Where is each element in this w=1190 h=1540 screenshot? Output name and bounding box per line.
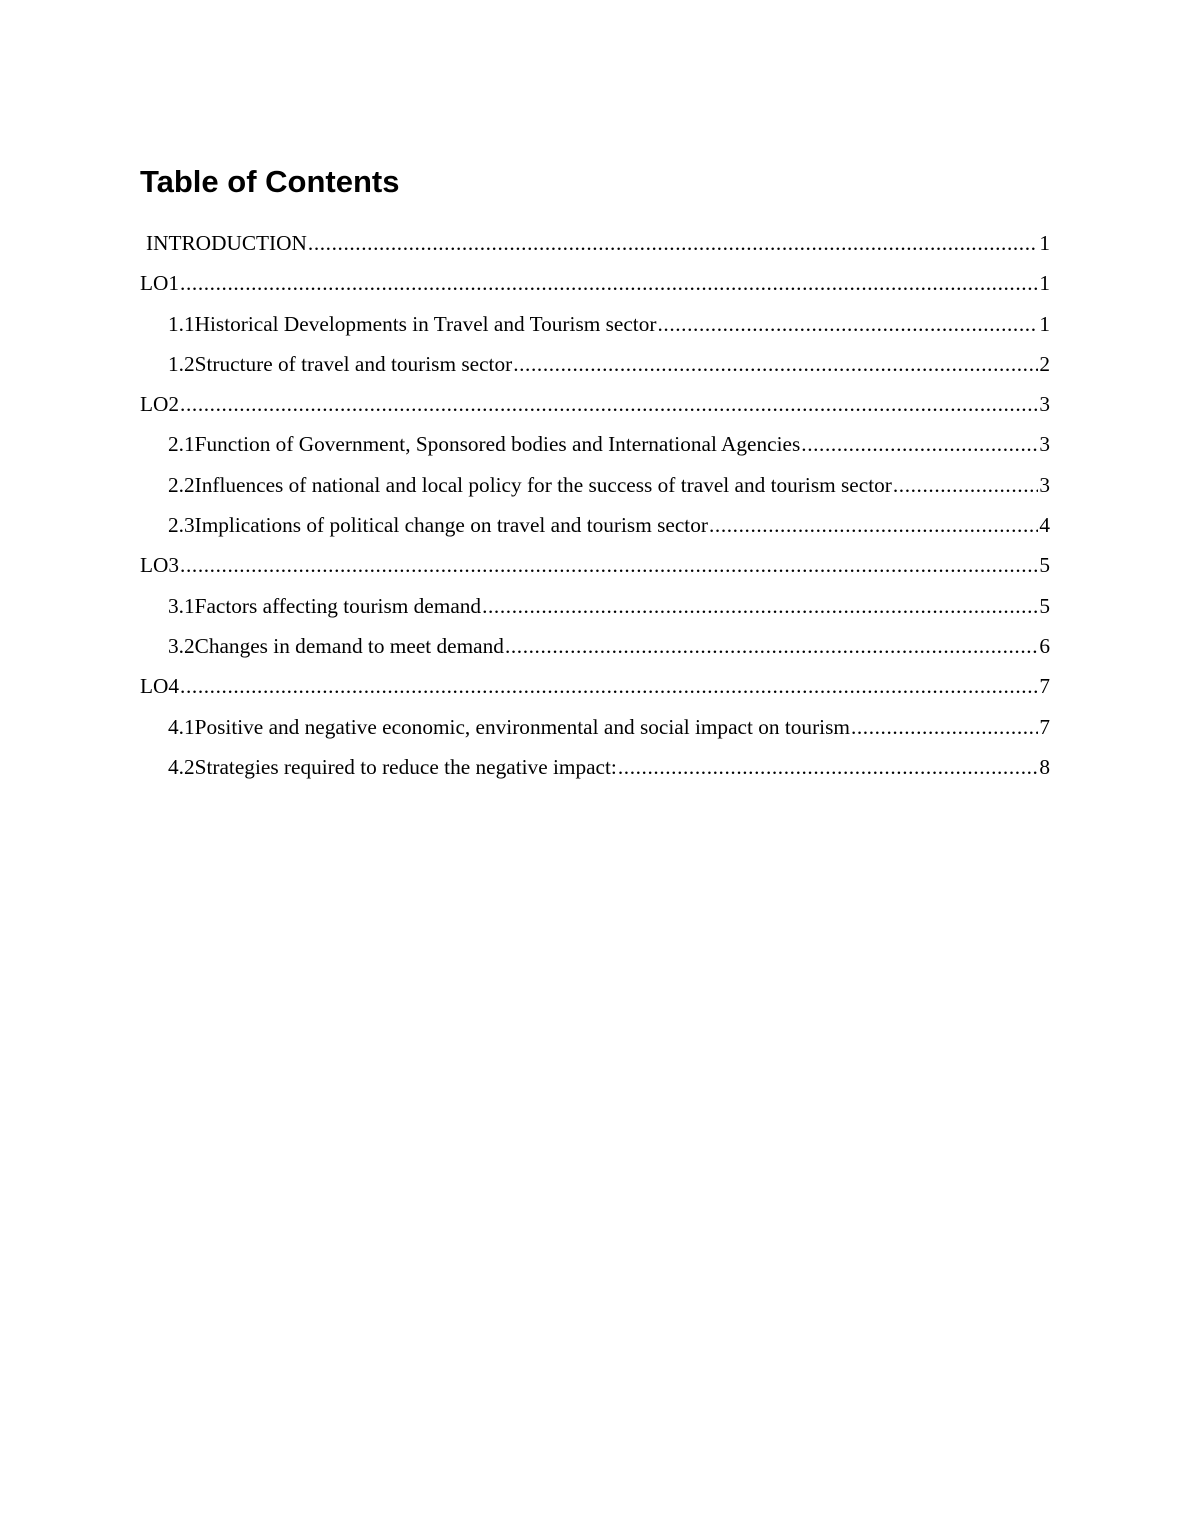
- toc-entry-title: 4.2Strategies required to reduce the negative impact:: [168, 754, 617, 779]
- toc-dot-leader: [851, 709, 1038, 745]
- toc-entry[interactable]: [140, 547, 1050, 587]
- toc-dot-leader: [308, 225, 1038, 261]
- toc-entry-title: 3.1Factors affecting tourism demand: [168, 593, 482, 618]
- toc-entry[interactable]: [140, 749, 1050, 789]
- toc-dot-leader: [618, 749, 1039, 785]
- toc-dot-leader: [180, 386, 1038, 422]
- toc-entry[interactable]: [140, 588, 1050, 628]
- toc-page-number: 4: [1039, 513, 1050, 538]
- toc-list: [140, 225, 1050, 789]
- toc-page-number: 7: [1039, 674, 1050, 699]
- toc-page-number: 5: [1039, 553, 1050, 578]
- toc-entry[interactable]: [140, 426, 1050, 466]
- toc-dot-leader: [709, 507, 1038, 543]
- toc-dot-leader: [513, 346, 1038, 382]
- toc-entry[interactable]: [140, 709, 1050, 749]
- toc-dot-leader: [180, 265, 1038, 301]
- toc-heading: Table of Contents: [140, 164, 400, 199]
- toc-entry[interactable]: [140, 346, 1050, 386]
- toc-page-number: 1: [1039, 271, 1050, 296]
- toc-dot-leader: [482, 588, 1038, 624]
- toc-dot-leader: [180, 668, 1038, 704]
- toc-entry[interactable]: [140, 507, 1050, 547]
- toc-dot-leader: [801, 426, 1038, 462]
- toc-entry-title: 1.1Historical Developments in Travel and Tourism sector: [168, 311, 657, 336]
- toc-dot-leader: [505, 628, 1038, 664]
- toc-entry-title: LO2: [140, 392, 180, 417]
- toc-entry-title: LO3: [140, 553, 180, 578]
- toc-entry-title: 3.2Changes in demand to meet demand: [168, 633, 504, 658]
- toc-page-number: 3: [1039, 392, 1050, 417]
- toc-page-number: 3: [1039, 472, 1050, 497]
- toc-page-number: 3: [1039, 432, 1050, 457]
- toc-entry-title: 1.2Structure of travel and tourism sector: [168, 351, 513, 376]
- toc-entry[interactable]: [140, 668, 1050, 708]
- toc-entry[interactable]: [140, 467, 1050, 507]
- toc-entry-title: LO1: [140, 271, 180, 296]
- toc-page-number: 2: [1039, 351, 1050, 376]
- toc-dot-leader: [657, 306, 1038, 342]
- toc-entry-title: LO4: [140, 674, 180, 699]
- toc-page-number: 5: [1039, 593, 1050, 618]
- toc-entry-title: 2.3Implications of political change on travel and tourism sector: [168, 513, 708, 538]
- toc-entry[interactable]: [140, 225, 1050, 265]
- toc-page-number: 6: [1039, 633, 1050, 658]
- toc-entry-title: 2.2Influences of national and local policy for the success of travel and tourism sector: [168, 472, 892, 497]
- toc-entry[interactable]: [140, 265, 1050, 305]
- toc-page-number: 1: [1039, 231, 1050, 255]
- toc-entry-title: INTRODUCTION: [146, 231, 307, 255]
- toc-dot-leader: [893, 467, 1038, 503]
- toc-page-number: 7: [1039, 714, 1050, 739]
- toc-entry-title: 4.1Positive and negative economic, environmental and social impact on tourism: [168, 714, 850, 739]
- toc-page-number: 1: [1039, 311, 1050, 336]
- toc-entry[interactable]: [140, 386, 1050, 426]
- toc-page-number: 8: [1039, 754, 1050, 779]
- toc-entry[interactable]: [140, 628, 1050, 668]
- toc-entry[interactable]: [140, 306, 1050, 346]
- toc-dot-leader: [180, 547, 1038, 583]
- toc-entry-title: 2.1Function of Government, Sponsored bodies and International Agencies: [168, 432, 801, 457]
